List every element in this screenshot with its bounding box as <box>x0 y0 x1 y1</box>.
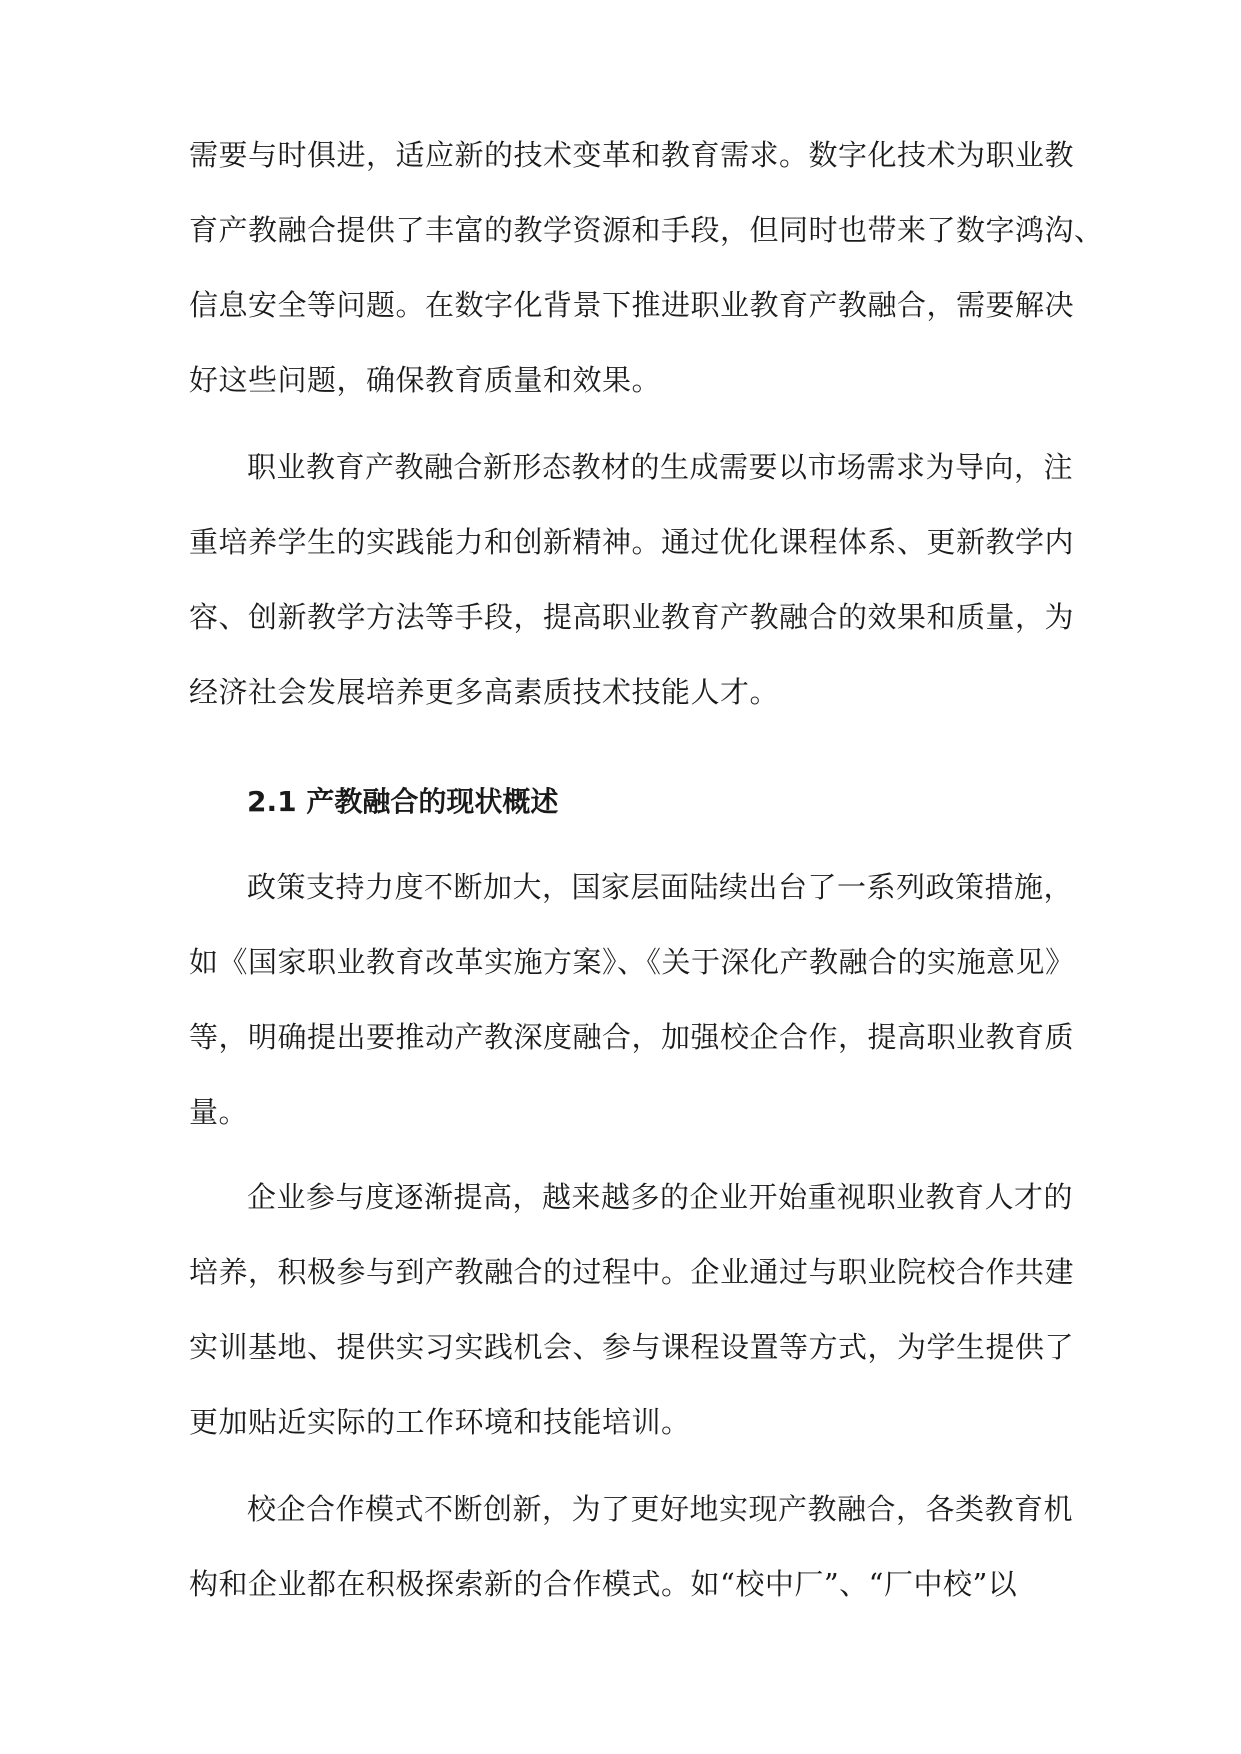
paragraph-line: 校企合作模式不断创新，为了更好地实现产教融合，各类教育机 <box>247 1492 1074 1526</box>
paragraph-line: 如《国家职业教育改革实施方案》、《关于深化产教融合的实施意见》 <box>189 945 1075 979</box>
paragraph-line: 经济社会发展培养更多高素质技术技能人才。 <box>189 675 780 709</box>
paragraph-line: 等，明确提出要推动产教深度融合，加强校企合作，提高职业教育质 <box>189 1020 1075 1054</box>
paragraph-line: 职业教育产教融合新形态教材的生成需要以市场需求为导向，注 <box>247 450 1074 484</box>
paragraph-line: 好这些问题，确保教育质量和效果。 <box>189 363 662 397</box>
section-heading: 2.1 产教融合的现状概述 <box>247 785 559 818</box>
paragraph-line: 实训基地、提供实习实践机会、参与课程设置等方式，为学生提供了 <box>189 1330 1075 1364</box>
paragraph-line: 容、创新教学方法等手段，提高职业教育产教融合的效果和质量，为 <box>189 600 1075 634</box>
paragraph-line: 育产教融合提供了丰富的教学资源和手段，但同时也带来了数字鸿沟、 <box>189 213 1104 247</box>
paragraph-line: 政策支持力度不断加大，国家层面陆续出台了一系列政策措施， <box>247 870 1074 904</box>
paragraph-line: 构和企业都在积极探索新的合作模式。如“校中厂”、“厂中校”以 <box>189 1567 1018 1601</box>
paragraph-line: 量。 <box>189 1095 249 1129</box>
paragraph-line: 更加贴近实际的工作环境和技能培训。 <box>189 1405 691 1439</box>
paragraph-line: 培养，积极参与到产教融合的过程中。企业通过与职业院校合作共建 <box>189 1255 1075 1289</box>
paragraph-line: 企业参与度逐渐提高，越来越多的企业开始重视职业教育人才的 <box>247 1180 1074 1214</box>
paragraph-line: 需要与时俱进，适应新的技术变革和教育需求。数字化技术为职业教 <box>189 138 1075 172</box>
paragraph-line: 信息安全等问题。在数字化背景下推进职业教育产教融合，需要解决 <box>189 288 1075 322</box>
paragraph-line: 重培养学生的实践能力和创新精神。通过优化课程体系、更新教学内 <box>189 525 1075 559</box>
